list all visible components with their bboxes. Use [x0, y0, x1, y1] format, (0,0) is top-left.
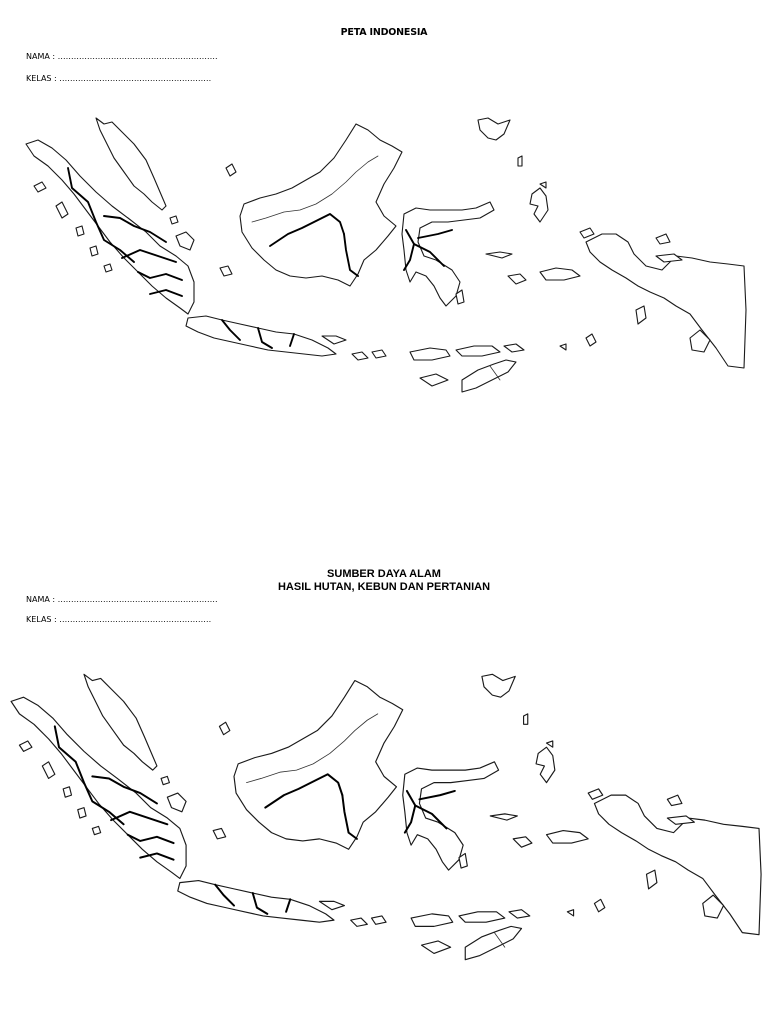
map-1-yapen — [656, 254, 682, 262]
map-2-borneo — [234, 681, 403, 850]
map-1-buru — [508, 274, 526, 284]
map-2-waigeo — [588, 789, 603, 799]
map-1-alor — [504, 344, 524, 352]
map-1-sumbawa — [410, 348, 450, 360]
worksheet-2-class-field: KELAS : ………………………………………………… — [26, 615, 212, 624]
map-2-sumatra — [11, 697, 186, 878]
map-1-nias — [56, 202, 68, 218]
map-2-mentawai-a — [63, 787, 71, 797]
map-1-sumba — [420, 374, 448, 386]
map-1-bangka — [176, 232, 194, 250]
map-2-sulawesi — [403, 762, 499, 870]
worksheet-2-title-line-1: SUMBER DAYA ALAM — [327, 568, 441, 580]
map-2-mentawai-b — [78, 808, 86, 818]
indonesia-outline-map-1 — [0, 110, 768, 400]
map-2-belitung — [213, 828, 226, 838]
map-1-seram — [540, 268, 580, 280]
map-1-belitung — [220, 266, 232, 276]
map-1-riau-isles — [170, 216, 178, 224]
map-1-timor — [462, 360, 516, 392]
worksheet-1-class-field: KELAS : ………………………………………………… — [26, 74, 212, 83]
worksheet-2-title-line-2: HASIL HUTAN, KEBUN DAN PERTANIAN — [277, 581, 491, 593]
map-2-malay-peninsula — [84, 674, 157, 770]
map-1-flores — [456, 346, 500, 356]
map-2-tanimbar — [567, 910, 573, 916]
map-2-seram — [547, 831, 589, 844]
map-2-sula — [490, 814, 517, 820]
map-1-sumatra — [26, 140, 194, 314]
map-2-biak — [667, 795, 682, 805]
map-1-lombok — [372, 350, 386, 358]
map-1-enggano — [104, 264, 112, 272]
map-1-papua — [586, 234, 746, 368]
map-1-tanimbar — [560, 344, 566, 350]
map-2-halmahera — [536, 747, 555, 782]
map-1-bali — [352, 352, 368, 360]
map-2-papua — [594, 795, 761, 935]
map-2-sumba — [422, 941, 451, 954]
map-1-waigeo — [580, 228, 594, 238]
map-2-enggano — [92, 826, 100, 834]
map-1-biak — [656, 234, 670, 244]
map-1-talaud — [478, 118, 510, 140]
map-1-malay-peninsula — [96, 118, 166, 210]
worksheet-1-title: PETA INDONESIA — [340, 27, 428, 38]
worksheet-2-title — [0, 568, 768, 594]
worksheet-1-name-field: NAMA : …………………………………………………… — [26, 52, 218, 61]
map-2-morotai — [547, 741, 553, 747]
map-2-flores — [459, 912, 505, 922]
map-2-karimata — [219, 722, 229, 735]
map-1-morotai — [540, 182, 546, 188]
map-1-kei — [586, 334, 596, 346]
map-2-madura — [319, 901, 344, 909]
map-1-sangihe — [518, 156, 522, 166]
map-2-buru — [513, 837, 532, 847]
map-1-aru — [636, 306, 646, 324]
map-2-timor — [465, 926, 521, 959]
map-1-sulawesi — [402, 202, 494, 306]
map-1-simeulue — [34, 182, 46, 192]
map-1-borneo — [240, 124, 402, 286]
map-2-riau-isles — [161, 776, 169, 784]
map-2-bali — [351, 918, 368, 926]
map-2-simeulue — [19, 741, 32, 751]
map-1-mentawai-a — [76, 226, 84, 236]
map-2-talaud — [482, 674, 515, 697]
map-1-madura — [322, 336, 346, 344]
map-1-halmahera — [530, 188, 548, 222]
map-1-sula — [486, 252, 512, 258]
worksheet-2-name-field: NAMA : …………………………………………………… — [26, 595, 218, 604]
map-2-kei — [594, 899, 604, 912]
map-2-sumbawa — [411, 914, 453, 927]
map-2-yapen — [667, 816, 694, 824]
map-1-karimata — [226, 164, 236, 176]
map-2-aru — [647, 870, 657, 889]
map-2-alor — [509, 910, 530, 918]
map-1-mentawai-b — [90, 246, 98, 256]
map-2-sangihe — [524, 714, 528, 724]
map-2-lombok — [372, 916, 387, 924]
indonesia-outline-map-2 — [0, 662, 768, 972]
map-2-nias — [42, 762, 55, 779]
map-2-bangka — [167, 793, 186, 812]
